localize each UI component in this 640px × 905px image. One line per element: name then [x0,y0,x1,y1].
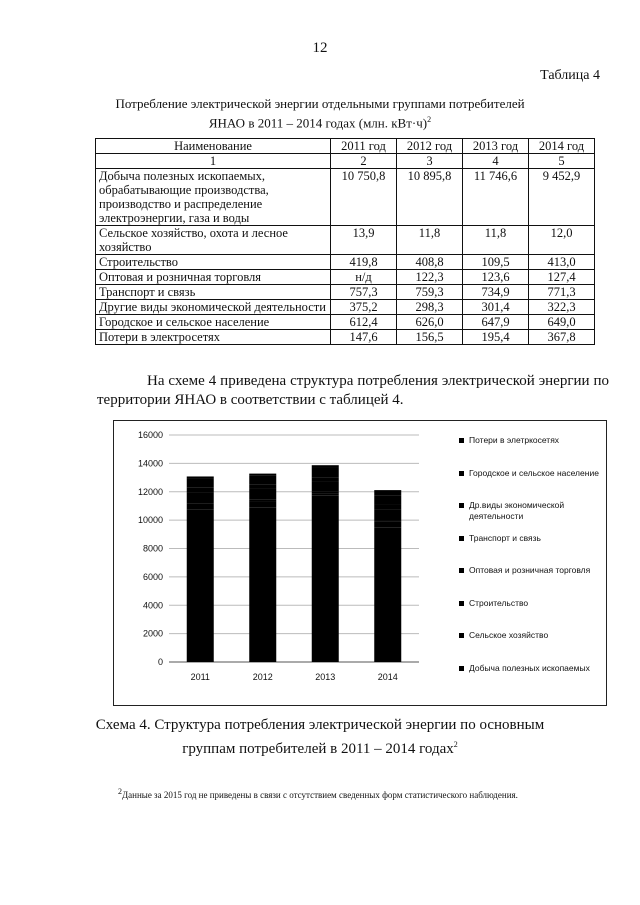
legend-swatch [459,438,464,443]
value-cell: 647,9 [463,315,529,330]
y-tick-label: 16000 [137,430,163,440]
y-tick-label: 6000 [142,571,163,582]
bar-segment [187,479,214,488]
chart-caption-line2: группам потребителей в 2011 – 2014 годах$^2$ [182,740,458,757]
legend-label: Транспорт и связь [469,532,541,543]
legend-label: Городское и сельское население [469,467,599,478]
value-cell: 649,0 [529,315,595,330]
bar-segment [187,509,214,662]
y-tick-label: 8000 [142,543,163,554]
y-tick-label: 4000 [142,600,163,611]
row-name-cell: Городское и сельское население [96,315,331,330]
value-cell: 757,3 [331,285,397,300]
legend-item [459,565,604,598]
body-paragraph: На схеме 4 приведена структура потребления электрической энергии по территории ЯНАО в соответствии с таблицей 4. [97,373,609,408]
legend-label: Сельское хозяйство [469,630,549,640]
legend-swatch [459,471,464,476]
legend-item [459,630,604,663]
x-tick-label: 2012 [252,672,273,682]
value-cell: 9 452,9 [529,169,595,226]
legend-item [459,533,604,566]
bar-segment [249,489,276,500]
value-cell: 367,8 [529,330,595,345]
value-cell: 759,3 [397,285,463,300]
bar-segment [249,474,276,476]
value-cell: 301,4 [463,300,529,315]
index-cell: 1 [96,154,331,169]
bar-segment [249,476,276,485]
y-tick-label: 2000 [142,628,163,639]
header-name: Наименование [96,139,331,154]
bar-segment [312,465,339,468]
value-cell: 612,4 [331,315,397,330]
legend-swatch [459,568,464,573]
header-2014: 2014 год [529,139,595,154]
legend-swatch [459,666,464,671]
legend-label: Оптовая и розничная торговля [469,565,591,575]
legend-label: Строительство [469,597,529,608]
value-cell: 10 895,8 [397,169,463,226]
table-caption-line2: ЯНАО в 2011 – 2014 годах (млн. кВт·ч)$^2$ [208,115,432,131]
value-cell: 10 750,8 [331,169,397,226]
value-cell: 626,0 [397,315,463,330]
table-row [96,300,595,315]
table-row [96,330,595,345]
row-name-cell: Другие виды экономической деятельности [96,300,331,315]
legend-swatch [459,601,464,606]
y-tick-label: 14000 [137,458,163,469]
bar-segment [312,481,339,491]
value-cell: 147,6 [331,330,397,345]
value-cell: н/д [331,270,397,285]
bar-segment [249,500,276,502]
chart-caption-line1: Схема 4. Структура потребления электрической энергии по основным [95,717,545,733]
index-cell: 3 [397,154,463,169]
bar-segment [374,509,401,520]
page-number: 12 [312,40,328,56]
value-cell: 298,3 [397,300,463,315]
footnote [118,786,618,801]
bar-segment [249,501,276,507]
index-cell: 5 [529,154,595,169]
table-header-row [96,139,595,154]
bar-segment [187,503,214,509]
value-cell: 375,2 [331,300,397,315]
index-cell: 4 [463,154,529,169]
bar-segment [312,495,339,662]
bar-segment [312,477,339,481]
bar-segment [187,493,214,504]
value-cell: 413,0 [529,255,595,270]
footnote-mark: 2 [427,115,432,124]
legend-item [459,468,604,501]
bar-segment [312,492,339,494]
table-row [96,255,595,270]
y-tick-label: 0 [157,657,163,667]
chart-legend [459,435,604,695]
x-tick-label: 2013 [315,672,336,682]
footnote-text: Данные за 2015 год не приведены в связи с отсутствием сведенных форм статистического наблюдения. [122,790,518,800]
value-cell: 11 746,6 [463,169,529,226]
bar-segment [374,522,401,528]
bar-segment [249,507,276,662]
bar-segment [187,476,214,478]
legend-item [459,500,604,533]
value-cell: 11,8 [397,226,463,255]
table-row [96,270,595,285]
table-row [96,315,595,330]
legend-item [459,598,604,631]
footnote-mark: 2 [453,740,458,749]
value-cell: 109,5 [463,255,529,270]
bar-segment [312,468,339,477]
header-2012: 2012 год [397,139,463,154]
row-name-cell: Потери в электросетях [96,330,331,345]
row-name-cell: Сельское хозяйство, охота и лесное хозяйство [96,226,331,255]
table-caption [60,96,580,131]
value-cell: 13,9 [331,226,397,255]
legend-label: Др.виды экономической деятельности [469,500,565,521]
table-row [96,226,595,255]
value-cell: 419,8 [331,255,397,270]
legend-label: Добыча полезных ископаемых [469,662,590,673]
x-tick-label: 2014 [377,672,398,682]
consumption-table [95,138,595,345]
bar-segment [374,490,401,495]
row-name-cell: Транспорт и связь [96,285,331,300]
value-cell: 122,3 [397,270,463,285]
value-cell: 771,3 [529,285,595,300]
value-cell: 322,3 [529,300,595,315]
table-label: Таблица 4 [540,68,600,83]
value-cell: 156,5 [397,330,463,345]
y-tick-label: 10000 [137,515,163,526]
bar-segment [187,487,214,492]
legend-item [459,663,604,696]
legend-swatch [459,503,464,508]
value-cell: 195,4 [463,330,529,345]
chart-frame [113,420,607,706]
bar-segment [374,495,401,504]
chart-caption [60,716,580,759]
bar-segment [249,485,276,489]
legend-item [459,435,604,468]
value-cell: 11,8 [463,226,529,255]
y-tick-label: 12000 [137,486,163,497]
table-row [96,169,595,226]
bar-segment [312,494,339,496]
value-cell: 12,0 [529,226,595,255]
value-cell: 734,9 [463,285,529,300]
row-name-cell: Добыча полезных ископаемых, обрабатывающие производства, производство и распределение электроэнергии, газа и воды [96,169,331,226]
value-cell: 123,6 [463,270,529,285]
table-caption-line1: Потребление электрической энергии отдельными группами потребителей [115,96,525,111]
bar-segment [374,520,401,522]
bar-segment [374,505,401,510]
index-cell: 2 [331,154,397,169]
row-name-cell: Строительство [96,255,331,270]
header-2013: 2013 год [463,139,529,154]
header-2011: 2011 год [331,139,397,154]
bar-segment [374,528,401,662]
value-cell: 408,8 [397,255,463,270]
footnote-mark: 2 [118,787,122,796]
table-index-row [96,154,595,169]
table-row [96,285,595,300]
legend-swatch [459,536,464,541]
row-name-cell: Оптовая и розничная торговля [96,270,331,285]
legend-swatch [459,633,464,638]
x-tick-label: 2011 [190,672,210,682]
value-cell: 127,4 [529,270,595,285]
legend-label: Потери в элетркосетях [469,435,560,445]
